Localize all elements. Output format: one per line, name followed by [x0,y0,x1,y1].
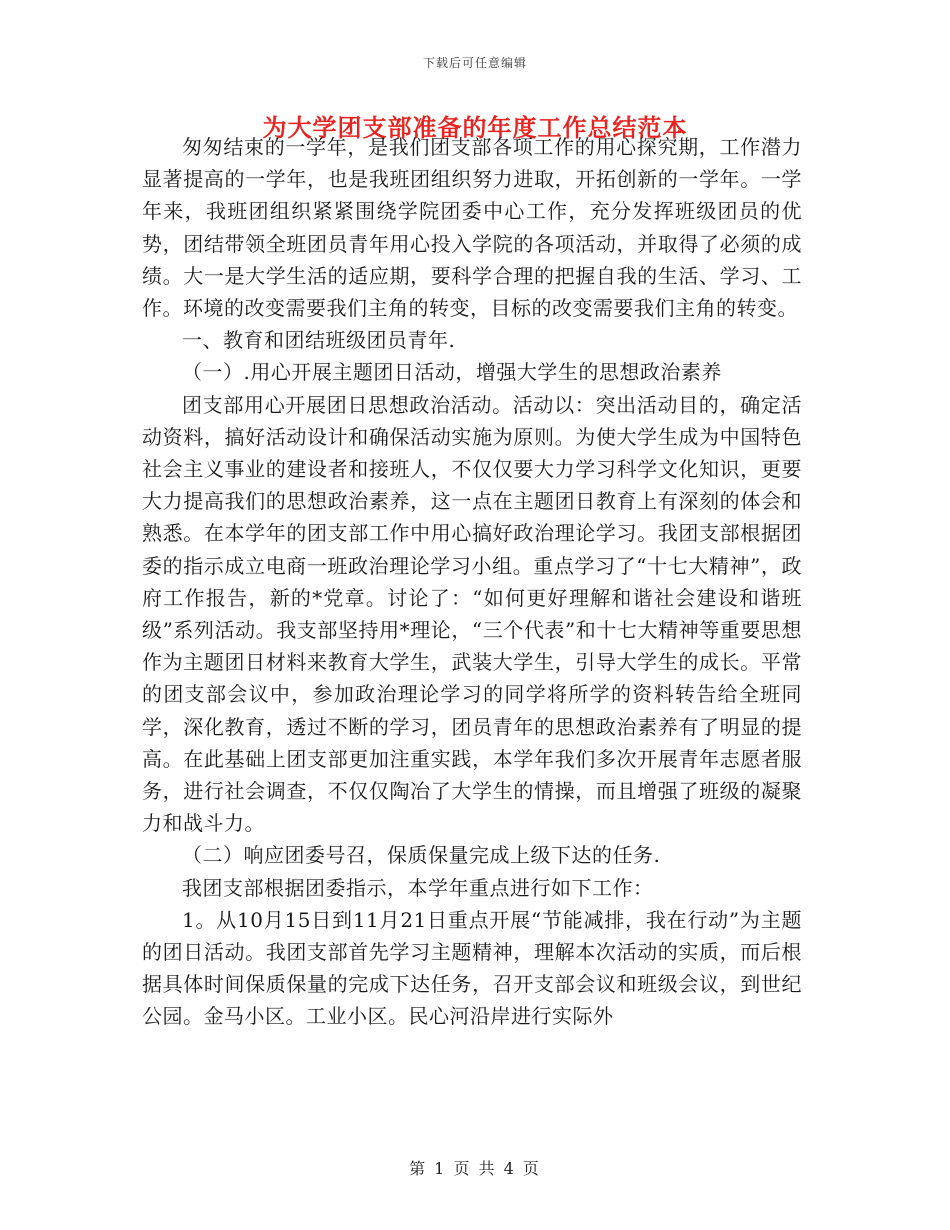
paragraph-political-study: 团支部用心开展团日思想政治活动。活动以：突出活动目的，确定活动资料，搞好活动设计和确保活动实施为原则。为使大学生成为中国特色社会主义事业的建设者和接班人，不仅仅要大力学习科学文化知识，更要大力提高我们的思想政治素养，这一点在主题团日教育上有深刻的体会和熟悉。在本学年的团支部工作中用心搞好政治理论学习。我团支部根据团委的指示成立电商一班政治理论学习小组。重点学习了“十七大精神”，政府工作报告，新的*党章。讨论了：“如何更好理解和谐社会建设和谐班级”系列活动。我支部坚持用*理论，“三个代表”和十七大精神等重要思想作为主题团日材料来教育大学生，武装大学生，引导大学生的成长。平常的团支部会议中，参加政治理论学习的同学将所学的资料转告给全班同学，深化教育，透过不断的学习，团员青年的思想政治素养有了明显的提高。在此基础上团支部更加注重实践，本学年我们多次开展青年志愿者服务，进行社会调查，不仅仅陶冶了大学生的情操，而且增强了班级的凝聚力和战斗力。 [142,392,802,836]
header-note: 下载后可任意编辑 [422,56,527,70]
subsection-heading-2: （二）响应团委号召，保质保量完成上级下达的任务. [182,843,661,868]
document-title: 为大学团支部准备的年度工作总结范本 [262,113,688,142]
subsection-heading-1: （一）.用心开展主题团日活动，增强大学生的思想政治素养 [182,360,722,385]
page-number-footer: 第 1 页 共 4 页 [409,1159,541,1178]
paragraph-tasks-intro: 我团支部根据团委指示，本学年重点进行如下工作： [182,875,654,900]
document-body [142,131,802,1033]
section-heading-1: 一、教育和团结班级团员青年. [182,328,456,353]
paragraph-intro: 匆匆结束的一学年，是我们团支部各项工作的用心探究期，工作潜力显著提高的一学年，也是我班团组织努力进取，开拓创新的一学年。一学年来，我班团组织紧紧围绕学院团委中心工作，充分发挥班级团员的优势，团结带领全班团员青年用心投入学院的各项活动，并取得了必须的成绩。大一是大学生活的适应期，要科学合理的把握自我的生活、学习、工作。环境的改变需要我们主角的转变，目标的改变需要我们主角的转变。 [142,135,802,321]
paragraph-task-1: 1。从10月15日到11月21日重点开展“节能减排，我在行动”为主题的团日活动。我团支部首先学习主题精神，理解本次活动的实质，而后根据具体时间保质保量的完成下达任务，召开支部会议和班级会议，到世纪公园。金马小区。工业小区。民心河沿岸进行实际外 [142,907,802,1029]
